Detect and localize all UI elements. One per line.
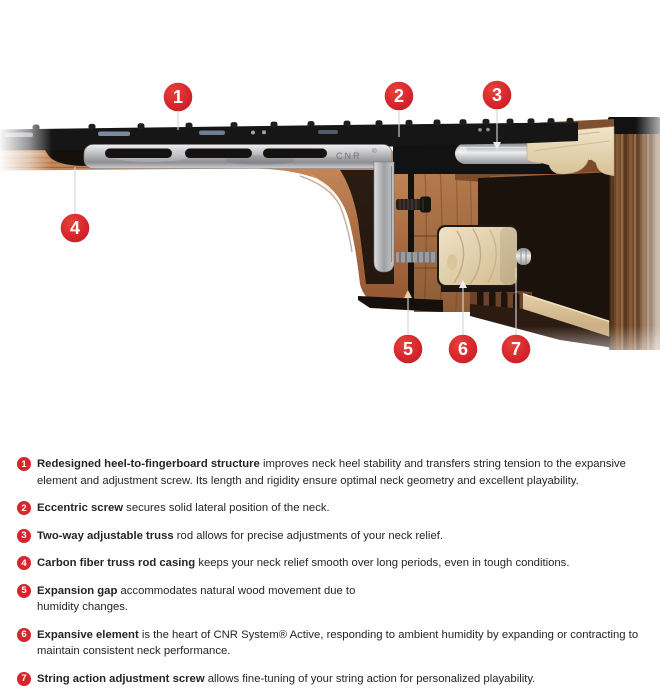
legend-item-term: Expansion gap — [37, 584, 118, 597]
fret — [138, 123, 145, 129]
fret — [344, 121, 351, 127]
legend-item — [17, 627, 656, 660]
legend-item-text — [37, 500, 330, 517]
legend-item-term: Redesigned heel-to-fingerboard structure — [37, 458, 260, 470]
legend-item-term: Two-way adjustable truss — [37, 529, 174, 542]
marker-2-number: 2 — [393, 86, 405, 107]
marker-5-number: 5 — [402, 339, 414, 360]
cnr-engraving-mark: ® — [372, 148, 377, 155]
fret — [271, 122, 278, 128]
legend-item — [17, 500, 656, 517]
cnr-engraving: CNR — [336, 151, 362, 161]
legend-item-badge — [17, 628, 31, 642]
fret — [460, 119, 467, 125]
legend-item-badge — [17, 501, 31, 515]
legend-item — [17, 456, 656, 489]
fret — [507, 119, 514, 125]
legend-item-desc: secures solid lateral position of the neck. — [123, 502, 330, 514]
legend-item-number: 1 — [21, 458, 27, 470]
legend-item — [17, 583, 656, 616]
neck-photo — [0, 117, 660, 350]
fret — [434, 120, 441, 126]
legend-item-term: String action adjustment screw — [37, 672, 205, 685]
fret — [567, 118, 574, 124]
marker-6-number: 6 — [457, 339, 469, 360]
legend-item — [17, 671, 656, 688]
legend-item-badge — [17, 556, 31, 570]
fret — [528, 118, 535, 124]
legend-item-text — [37, 671, 535, 688]
fret — [406, 120, 413, 126]
legend-item-text — [37, 555, 569, 572]
legend-item-number: 6 — [21, 629, 27, 640]
legend-item-desc: improves neck heel stability and transfers string tension to the expansive element and adjustment screw. Its length and rigidity ensure optimal neck geometry and excellent playability. — [37, 458, 626, 487]
string-action-adjustment-screw — [516, 248, 531, 265]
legend-item-number: 3 — [21, 530, 27, 541]
legend-item — [17, 528, 656, 545]
legend-item-badge — [17, 672, 31, 686]
legend-item-number: 2 — [21, 502, 27, 514]
legend-item-badge — [17, 584, 31, 598]
legend-item-term: Eccentric screw — [37, 502, 124, 514]
legend-item-text — [37, 627, 656, 660]
legend-item-desc: keeps your neck relief smooth over long periods, even in tough conditions. — [195, 557, 570, 569]
legend-item-desc: is the heart of CNR System® Active, responding to ambient humidity by expanding or contracting to maintain consistent neck performance. — [37, 628, 639, 657]
legend-item-badge — [17, 529, 31, 543]
fret — [483, 119, 490, 125]
legend-item-number: 4 — [21, 557, 27, 569]
legend-item — [17, 555, 656, 572]
fret — [376, 120, 383, 126]
marker-3-number: 3 — [491, 85, 503, 106]
legend-item-term: Carbon fiber truss rod casing — [37, 557, 196, 569]
marker-1-number: 1 — [172, 87, 184, 108]
marker-4-number: 4 — [69, 218, 81, 239]
legend-item-text — [37, 528, 443, 545]
legend-item-text — [37, 583, 389, 616]
legend-item-number: 7 — [21, 673, 27, 684]
fret — [548, 118, 555, 124]
legend-item-desc: rod allows for precise adjustments of your neck relief. — [173, 529, 444, 542]
legend — [0, 447, 672, 698]
legend-item-number: 5 — [21, 585, 27, 596]
fret — [89, 124, 96, 130]
legend-item-term: Expansive element — [37, 628, 139, 641]
legend-item-badge — [17, 457, 31, 471]
legend-item-desc: accommodates natural wood movement due to humidity changes. — [37, 584, 356, 613]
fret — [186, 123, 193, 129]
legend-item-text — [37, 456, 656, 489]
adjustment-rod — [396, 252, 444, 263]
expansive-element — [437, 225, 531, 292]
marker-7-number: 7 — [510, 339, 522, 360]
fret — [231, 122, 238, 128]
fret — [308, 121, 315, 127]
legend-item-desc: allows fine-tuning of your string action for personalized playability. — [204, 672, 536, 685]
expansion-gap — [408, 169, 414, 303]
